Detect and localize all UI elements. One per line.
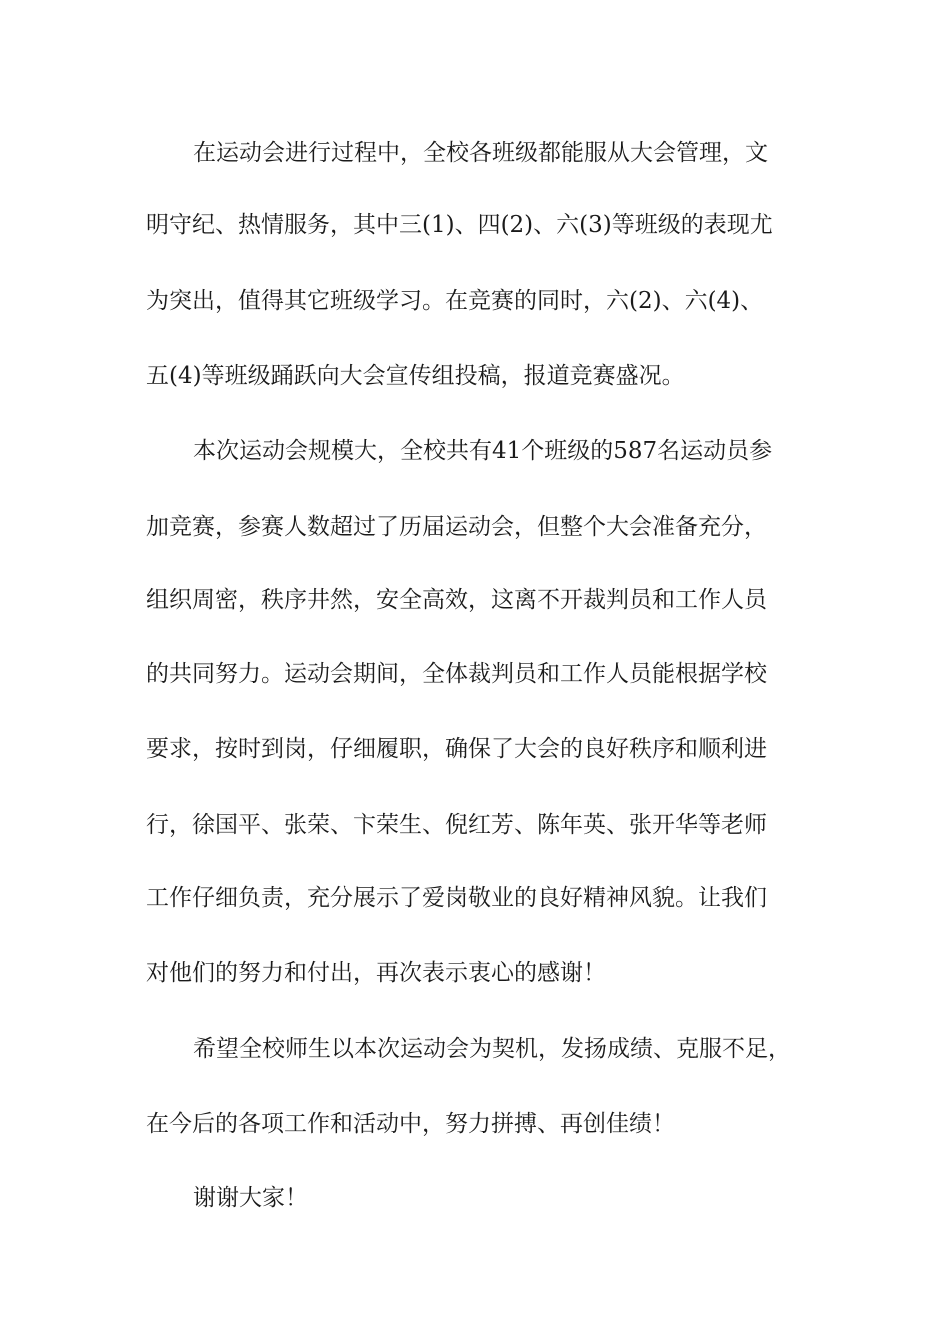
- paragraph-3-line-2: 在今后的各项工作和活动中，努力拼搏、再创佳绩！: [146, 1111, 675, 1137]
- paragraph-2-line-6: 行，徐国平、张荣、卞荣生、倪红芳、陈年英、张开华等老师: [146, 812, 767, 838]
- paragraph-3-line-1: 希望全校师生以本次运动会为契机，发扬成绩、克服不足，: [193, 1036, 791, 1062]
- paragraph-2-line-7: 工作仔细负责，充分展示了爱岗敬业的良好精神风貌。让我们: [146, 885, 767, 911]
- closing-line: 谢谢大家！: [193, 1185, 308, 1211]
- paragraph-2-line-4: 的共同努力。运动会期间，全体裁判员和工作人员能根据学校: [146, 661, 767, 687]
- paragraph-1-line-2: 明守纪、热情服务，其中三(1)、四(2)、六(3)等班级的表现尤: [146, 212, 773, 238]
- paragraph-1-line-1: 在运动会进行过程中，全校各班级都能服从大会管理，文: [193, 140, 768, 166]
- paragraph-2-line-8: 对他们的努力和付出，再次表示衷心的感谢！: [146, 960, 606, 986]
- paragraph-2-line-1: 本次运动会规模大，全校共有41个班级的587名运动员参: [193, 438, 773, 464]
- paragraph-2-line-3: 组织周密，秩序井然，安全高效，这离不开裁判员和工作人员: [146, 587, 767, 613]
- paragraph-2-line-2: 加竞赛，参赛人数超过了历届运动会，但整个大会准备充分，: [146, 514, 767, 540]
- paragraph-2-line-5: 要求，按时到岗，仔细履职，确保了大会的良好秩序和顺利进: [146, 736, 767, 762]
- paragraph-1-line-3: 为突出，值得其它班级学习。在竞赛的同时，六(2)、六(4)、: [146, 288, 764, 314]
- paragraph-1-line-4: 五(4)等班级踊跃向大会宣传组投稿，报道竞赛盛况。: [146, 363, 685, 389]
